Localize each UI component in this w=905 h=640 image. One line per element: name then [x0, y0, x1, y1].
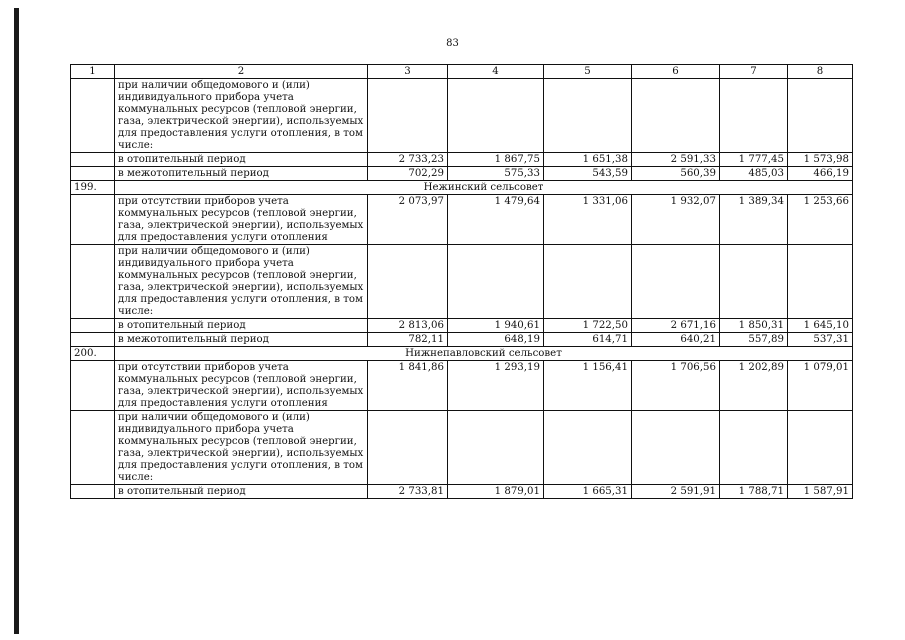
value-cell [632, 79, 720, 153]
table-body [71, 65, 853, 499]
table-row [71, 361, 853, 411]
value-cell: 1 777,45 [720, 153, 788, 167]
row-index: 200. [71, 347, 115, 361]
value-cell: 2 733,81 [368, 485, 448, 499]
section-row [71, 347, 853, 361]
row-description: при отсутствии приборов учета коммунальных ресурсов (тепловой энергии, газа, электрической энергии), используемых для предоставления услуги отопления [115, 195, 368, 245]
value-cell: 1 202,89 [720, 361, 788, 411]
value-cell: 1 879,01 [448, 485, 544, 499]
section-title: Нижнепавловский сельсовет [115, 347, 853, 361]
value-cell: 1 389,34 [720, 195, 788, 245]
row-index [71, 79, 115, 153]
value-cell: 485,03 [720, 167, 788, 181]
row-index [71, 245, 115, 319]
row-description: в отопительный период [115, 153, 368, 167]
value-cell: 640,21 [632, 333, 720, 347]
row-description: в отопительный период [115, 319, 368, 333]
value-cell: 466,19 [788, 167, 853, 181]
column-header: 1 [71, 65, 115, 79]
value-cell: 702,29 [368, 167, 448, 181]
value-cell: 1 587,91 [788, 485, 853, 499]
value-cell: 1 850,31 [720, 319, 788, 333]
value-cell: 1 932,07 [632, 195, 720, 245]
page-number: 83 [446, 38, 459, 49]
value-cell: 782,11 [368, 333, 448, 347]
section-row [71, 181, 853, 195]
table-row [71, 153, 853, 167]
value-cell [368, 411, 448, 485]
row-index [71, 361, 115, 411]
column-header: 5 [544, 65, 632, 79]
table-row [71, 319, 853, 333]
value-cell [448, 245, 544, 319]
value-cell [788, 79, 853, 153]
value-cell: 1 479,64 [448, 195, 544, 245]
value-cell: 557,89 [720, 333, 788, 347]
tariff-table [70, 64, 853, 499]
row-description: при наличии общедомового и (или) индивидуального прибора учета коммунальных ресурсов (тепловой энергии, газа, электрической энергии), используемых для предоставления услуги отопления, в том числе: [115, 411, 368, 485]
table-row [71, 195, 853, 245]
row-index [71, 485, 115, 499]
value-cell [544, 79, 632, 153]
value-cell [788, 245, 853, 319]
row-description: в межотопительный период [115, 167, 368, 181]
value-cell [368, 245, 448, 319]
row-index [71, 195, 115, 245]
value-cell: 2 733,23 [368, 153, 448, 167]
value-cell: 575,33 [448, 167, 544, 181]
column-header: 4 [448, 65, 544, 79]
row-description: при наличии общедомового и (или) индивидуального прибора учета коммунальных ресурсов (тепловой энергии, газа, электрической энергии), используемых для предоставления услуги отопления, в том числе: [115, 245, 368, 319]
row-description: в межотопительный период [115, 333, 368, 347]
row-index [71, 319, 115, 333]
scan-edge [14, 8, 19, 634]
section-title: Нежинский сельсовет [115, 181, 853, 195]
table-row [71, 411, 853, 485]
value-cell: 1 841,86 [368, 361, 448, 411]
column-header: 8 [788, 65, 853, 79]
row-index [71, 333, 115, 347]
value-cell: 1 722,50 [544, 319, 632, 333]
value-cell: 2 073,97 [368, 195, 448, 245]
value-cell: 1 706,56 [632, 361, 720, 411]
value-cell: 1 867,75 [448, 153, 544, 167]
value-cell: 1 645,10 [788, 319, 853, 333]
value-cell [720, 79, 788, 153]
value-cell: 1 079,01 [788, 361, 853, 411]
value-cell: 543,59 [544, 167, 632, 181]
value-cell [720, 411, 788, 485]
value-cell: 1 651,38 [544, 153, 632, 167]
value-cell: 648,19 [448, 333, 544, 347]
row-index [71, 411, 115, 485]
table-row [71, 333, 853, 347]
value-cell: 1 940,61 [448, 319, 544, 333]
row-index: 199. [71, 181, 115, 195]
row-index [71, 167, 115, 181]
row-description: при наличии общедомового и (или) индивидуального прибора учета коммунальных ресурсов (тепловой энергии, газа, электрической энергии), используемых для предоставления услуги отопления, в том числе: [115, 79, 368, 153]
table-row [71, 245, 853, 319]
table-row [71, 167, 853, 181]
table-row [71, 485, 853, 499]
value-cell [632, 411, 720, 485]
value-cell [448, 79, 544, 153]
column-header: 6 [632, 65, 720, 79]
value-cell [544, 245, 632, 319]
value-cell: 1 156,41 [544, 361, 632, 411]
value-cell [448, 411, 544, 485]
value-cell: 2 813,06 [368, 319, 448, 333]
value-cell: 560,39 [632, 167, 720, 181]
value-cell: 1 665,31 [544, 485, 632, 499]
value-cell: 1 573,98 [788, 153, 853, 167]
row-description: в отопительный период [115, 485, 368, 499]
value-cell [368, 79, 448, 153]
column-header: 7 [720, 65, 788, 79]
column-header: 3 [368, 65, 448, 79]
value-cell: 1 331,06 [544, 195, 632, 245]
value-cell: 2 671,16 [632, 319, 720, 333]
value-cell: 1 788,71 [720, 485, 788, 499]
value-cell: 614,71 [544, 333, 632, 347]
value-cell [544, 411, 632, 485]
value-cell [788, 411, 853, 485]
row-description: при отсутствии приборов учета коммунальных ресурсов (тепловой энергии, газа, электрической энергии), используемых для предоставления услуги отопления [115, 361, 368, 411]
value-cell: 2 591,91 [632, 485, 720, 499]
value-cell: 1 253,66 [788, 195, 853, 245]
value-cell: 537,31 [788, 333, 853, 347]
header-row [71, 65, 853, 79]
table-row [71, 79, 853, 153]
column-header: 2 [115, 65, 368, 79]
row-index [71, 153, 115, 167]
value-cell [632, 245, 720, 319]
value-cell: 2 591,33 [632, 153, 720, 167]
value-cell [720, 245, 788, 319]
value-cell: 1 293,19 [448, 361, 544, 411]
